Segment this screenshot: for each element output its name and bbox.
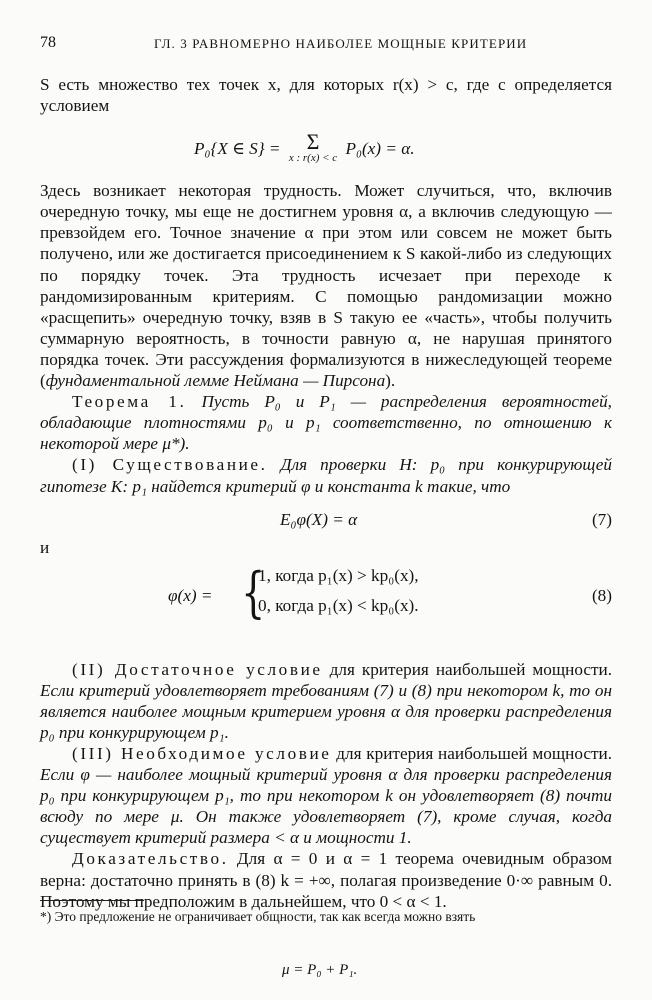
theorem-statement [40,391,612,454]
sufficient-condition: (II) Достаточное условие для критерия наибольшей мощности. Если критерий удовлетворяет требованиям (7) и (8) при некотором k, то он является наиболее мощным критерием уровня α для проверки распределения p₀ при конкурирующем p₁. [40,659,612,742]
equation-8-case-1: 1, когда p₁(x) > kp₀(x), [258,565,419,585]
existence-label: (I) Существование. [72,455,268,475]
intro-paragraph: S есть множество тех точек x, для которых r(x) > c, где c определяется условием [40,75,612,116]
equation-8-case-2: 0, когда p₁(x) < kp₀(x). [258,595,419,615]
equation-main-lhs: P₀{X ∈ S} = [194,139,281,159]
footnote-equation: μ = P₀ + P₁. [282,962,358,978]
theorem-label: Теорема 1. [72,392,187,412]
equation-8-number: (8) [591,585,612,605]
summation-limits: x : r(x) < c [288,152,338,165]
proof-label: Доказательство. [72,849,229,869]
existence-clause [40,454,612,496]
equation-7-formula: E₀φ(X) = α [280,509,358,529]
running-title: ГЛ. 3 РАВНОМЕРНО НАИБОЛЕЕ МОЩНЫЕ КРИТЕРИИ [154,36,528,51]
page-number: 78 [40,34,56,51]
footnote-divider [40,900,144,901]
equation-8 [40,557,612,635]
equation-8-lhs: φ(x) = [168,585,213,605]
necessary-condition: (III) Необходимое условие для критерия наибольшей мощности. Если φ — наиболее мощный критерий уровня α для проверки распределения p₀ при конкурирующем p₁, то при некотором k он удовлетворяет (8) почти всюду по мере μ. Он также удовлетворяет (7), кроме случая, когда существует критерий размера < α и мощности 1. [40,743,612,848]
summation-sign: Σ x : r(x) < c [288,129,338,165]
equation-7 [40,505,612,537]
page-body [40,74,612,912]
proof-text: Для α = 0 и α = 1 теорема очевидным образом верна: достаточно принять в (8) k = +∞, полагая произведение 0·∞ равным 0. Поэтому мы предположим в дальнейшем, что 0 < α < 1. [40,849,612,911]
left-brace: { [241,560,266,624]
equation-7-number: (7) [591,509,612,529]
equation-main-rhs: P₀(x) = α. [345,139,415,159]
necessary-label: (III) Необходимое условие [72,743,332,763]
equation-main [40,116,612,180]
sufficient-text: Если критерий удовлетворяет требованиям (7) и (8) при некотором k, то он является наиболее мощным критерием уровня α для проверки распределения p₀ при конкурирующем p₁. [40,680,612,742]
necessary-text: Если φ — наиболее мощный критерий уровня α для проверки распределения p₀ при конкурирующем p₁, то при некотором k он удовлетворяет (8) почти всюду по мере μ. Он также удовлетворяет (7), кроме случая, когда существует критерий размера < α и мощности 1. [40,765,612,848]
sufficient-label: (II) Достаточное условие [72,659,323,679]
lemma-name: фундаментальной лемме Неймана — Пирсона [45,371,386,391]
difficulty-paragraph: Здесь возникает некоторая трудность. Может случиться, что, включив очередную точку, мы еще не достигнем уровня α, а включив следующую — превзойдем его. Точное значение α при этом или совсем не может быть получено, или же достигается присоединением к S какой-либо из следующих по порядку точек. Эта трудность исчезает при переходе к рандомизированным критериям. С помощью рандомизации можно «расщепить» очередную точку, взяв в S такую ее «часть», чтобы получить суммарную вероятность, в точности равную α, не нарушая принятого порядка точек. Эти рассуждения формализуются в нижеследующей теореме (фундаментальной лемме Неймана — Пирсона). [40,181,612,391]
theorem-text: Пусть P₀ и P₁ — распределения вероятностей, обладающие плотностями p₀ и p₁ соответственно, по отношению к некоторой мере μ*). [40,392,612,454]
and-word: и [40,537,50,557]
proof-paragraph [40,848,612,911]
existence-text: Для проверки H: p₀ при конкурирующей гипотезе K: p₁ найдется критерий φ и константа k такие, что [40,455,612,496]
footnote-text: *) Это предложение не ограничивает общности, так как всегда можно взять [40,909,476,924]
